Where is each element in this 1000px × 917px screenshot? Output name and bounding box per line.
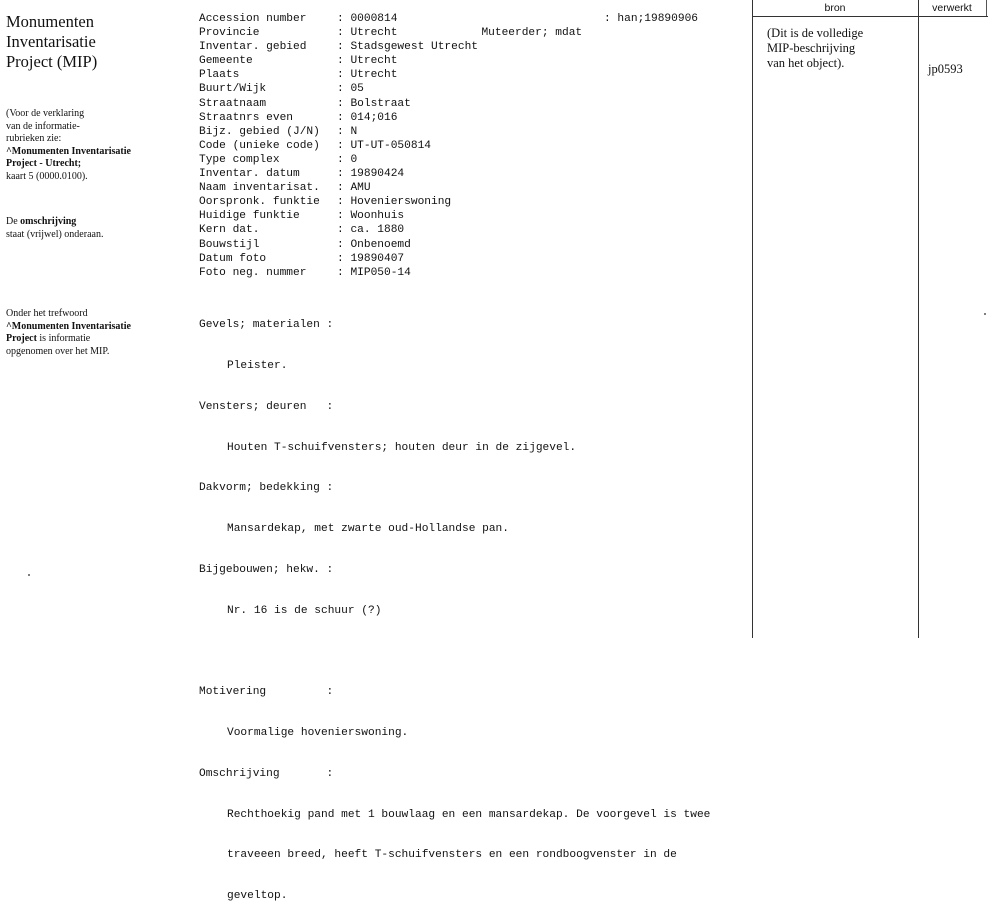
field-label: Gemeente [199,55,253,68]
field-label: Straatnaam [199,97,267,110]
title-line: Monumenten [6,12,94,31]
bron-header: bron [824,2,846,14]
explanation-note [6,108,131,184]
field-row [199,68,478,82]
field-value-text: MIP050-14 [350,266,411,279]
field-value [337,139,431,153]
field-value-text: Woonhuis [350,210,405,223]
field-row [199,252,478,266]
note-text: staat (vrijwel) onderaan. [6,228,104,240]
field-separator: : [337,210,351,223]
field-value [337,266,411,280]
note-text: Onder het trefwoord [6,308,88,319]
note-line: (Voor de verklaring [6,108,85,119]
field-separator: : [337,111,351,124]
field-value [337,238,411,252]
field-value-text: Onbenoemd [350,238,411,251]
field-row [199,82,478,96]
field-value-text: 19890424 [350,168,405,181]
note-bold: omschrijving [20,216,77,227]
section-text: Houten T-schuifvensters; houten deur in de zijgevel. [227,441,577,454]
field-value-text: Utrecht [350,27,398,40]
field-label: Foto neg. nummer [199,266,307,279]
field-separator: : [337,153,351,166]
field-value [337,68,397,82]
field-value-text: 0 [350,153,358,166]
field-value [337,167,404,181]
note-bold: ^Monumenten Inventarisatie [6,320,131,332]
field-label: Inventar. datum [199,168,300,181]
field-label: Type complex [199,153,280,166]
field-value [337,40,478,54]
bron-line: MIP-beschrijving [767,41,856,55]
field-value [337,54,397,68]
field-row [199,195,478,209]
field-value-text: Utrecht [350,55,398,68]
field-value [337,153,357,167]
field-separator: : [337,83,351,96]
field-row [199,209,478,223]
left-column [6,12,186,357]
field-value [337,82,364,96]
field-value-text: 0000814 [350,13,398,25]
section-text: Mansardekap, met zwarte oud-Hollandse pan. [227,523,509,536]
keyword-note [6,308,131,358]
field-row [199,223,478,237]
field-row [199,238,478,252]
field-separator: : [337,238,351,251]
title-line: Inventarisatie [6,32,96,51]
field-row [199,54,478,68]
bron-line: van het object). [767,56,845,70]
field-value-text: Hovenierswoning [350,196,452,209]
note-bold: Project [6,333,37,345]
column-divider [918,0,919,638]
field-label: Code (unieke code) [199,139,320,152]
field-separator: : [337,27,351,40]
field-row [199,26,478,40]
field-row [199,125,478,139]
field-separator: : [337,55,351,68]
field-label: Buurt/Wijk [199,83,267,96]
mutator-field [468,12,698,54]
field-value-text: Utrecht [350,69,398,82]
field-label: Datum foto [199,252,267,265]
section-text: Nr. 16 is de schuur (?) [227,604,382,617]
record-fields [199,12,478,280]
field-label: Naam inventarisat. [199,182,320,195]
field-row [199,40,478,54]
field-value [337,97,411,111]
field-value-text: 19890407 [350,252,405,265]
section-text: Rechthoekig pand met 1 bouwlaag en een mansardekap. De voorgevel is twee [227,808,711,821]
section-text: geveltop. [227,890,288,903]
field-value-text: Stadsgewest Utrecht [350,41,478,54]
note-text: De [6,216,21,227]
field-separator: : [337,125,351,138]
note-line: van de informatie- [6,120,80,132]
field-separator: : [337,41,351,54]
scan-speck [984,313,986,315]
field-separator: : [337,252,351,265]
field-row [199,139,478,153]
field-label: Huidige funktie [199,210,300,223]
field-value-text: AMU [350,182,371,195]
field-label: Bijz. gebied (J/N) [199,125,320,138]
description-sections [199,292,710,917]
field-value [337,111,397,125]
document-title [6,12,186,72]
field-label: Kern dat. [199,224,260,237]
field-row [199,12,478,26]
field-row [199,167,478,181]
field-value [337,181,371,195]
note-line: rubrieken zie: [6,133,62,145]
field-value-text: UT-UT-050814 [350,139,432,152]
field-value [337,209,404,223]
note-line: Project - Utrecht; [6,158,82,170]
description-note [6,216,103,241]
note-line: ^Monumenten Inventarisatie [6,145,131,157]
note-line: kaart 5 (0000.0100). [6,170,88,182]
field-label: Oorspronk. funktie [199,196,320,209]
column-divider [752,0,753,638]
verwerkt-header: verwerkt [932,2,972,14]
verwerkt-value: jp0593 [928,62,963,76]
field-value [337,252,404,266]
bron-line: (Dit is de volledige [767,26,864,40]
field-label: Inventar. gebied [199,41,307,54]
field-row [199,266,478,280]
section-header: Bijgebouwen; hekw. : [199,563,334,576]
field-separator: : [337,69,351,82]
field-label: Bouwstijl [199,238,260,251]
section-header: Motivering : [199,686,334,699]
field-value-text: Bolstraat [350,97,411,110]
mutator-label: Muteerder; mdat [481,27,583,40]
field-value-text: 05 [350,83,364,96]
column-divider [986,0,987,16]
field-separator: : [337,266,351,279]
section-header: Gevels; materialen : [199,319,334,332]
field-label: Provincie [199,27,260,40]
field-row [199,111,478,125]
field-row [199,153,478,167]
field-separator: : [337,139,351,152]
field-label: Accession number [199,13,307,25]
field-row [199,181,478,195]
field-value-text: N [350,125,358,138]
bron-text [767,26,917,71]
field-separator: : [337,182,351,195]
field-value [337,223,404,237]
section-text: Voormalige hovenierswoning. [227,727,409,739]
section-text: traveeen breed, heeft T-schuifvensters en een rondboogvenster in de [227,849,677,862]
field-row [199,97,478,111]
note-text: is informatie [36,333,91,345]
field-value-text: ca. 1880 [350,224,405,237]
field-value [337,125,357,139]
field-value-text: 014;016 [350,111,398,124]
header-divider [752,16,988,17]
title-line: Project (MIP) [6,52,98,71]
section-text: Pleister. [227,359,288,372]
section-header: Dakvorm; bedekking : [199,482,334,495]
field-value [337,26,397,40]
scan-speck [28,574,30,576]
field-value [337,195,451,209]
note-text: opgenomen over het MIP. [6,345,110,357]
field-separator: : [337,168,351,181]
field-separator: : [337,13,351,25]
field-label: Straatnrs even [199,111,293,124]
field-label: Plaats [199,69,240,82]
section-header: Omschrijving : [199,767,334,780]
field-separator: : [337,196,351,209]
section-header: Vensters; deuren : [199,400,334,413]
field-separator: : [337,97,351,110]
field-separator: : [337,224,351,237]
mutator-value: : han;19890906 [604,13,698,25]
field-value [337,12,397,26]
